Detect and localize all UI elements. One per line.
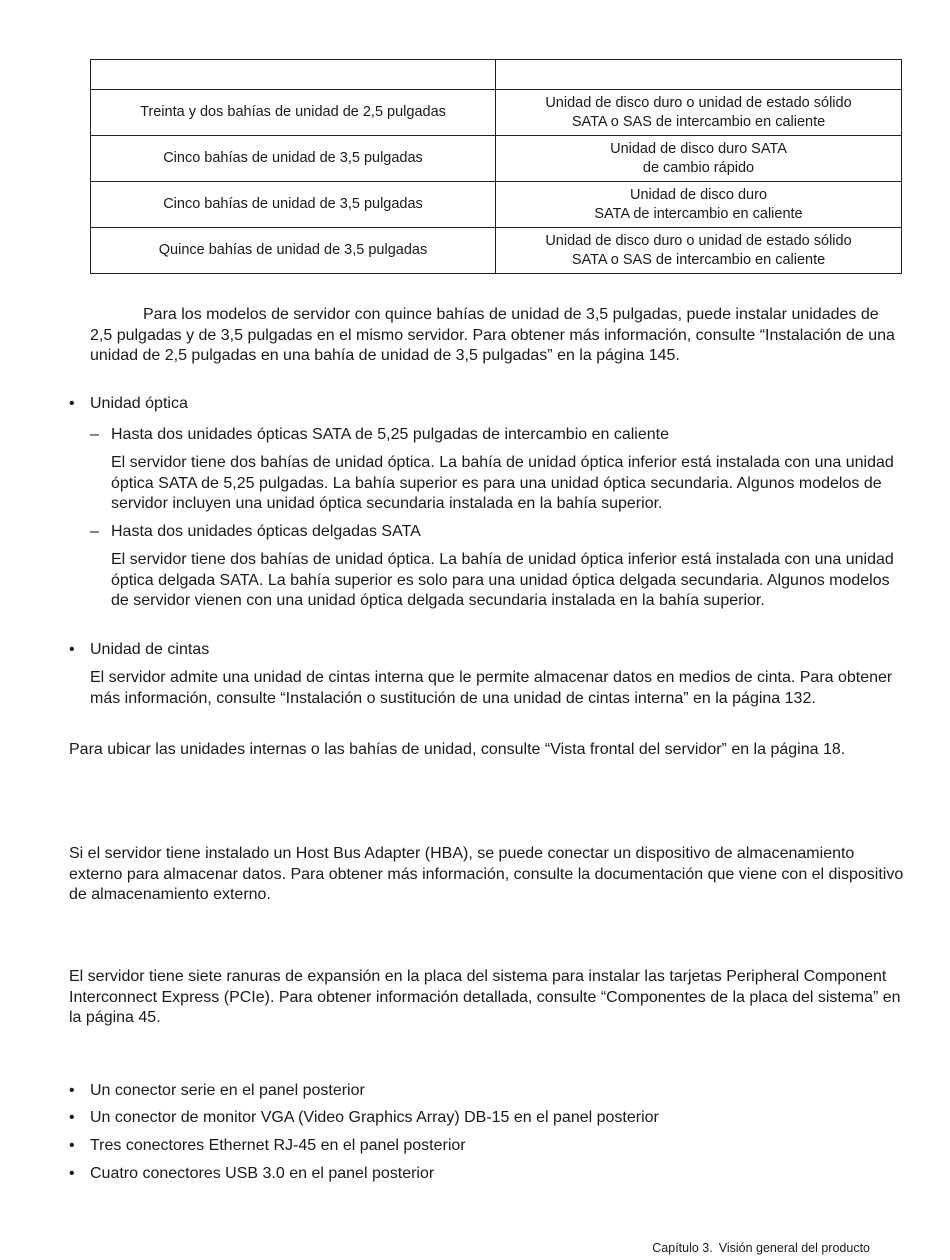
- locate-drives-paragraph: Para ubicar las unidades internas o las bahías de unidad, consulte “Vista frontal del servidor” en la página 18.: [69, 741, 846, 758]
- drive-type-cell: [496, 136, 902, 182]
- table-row: [91, 90, 902, 136]
- table-header-cell: [91, 60, 496, 90]
- drive-type-cell: [496, 90, 902, 136]
- bay-count-cell: Cinco bahías de unidad de 3,5 pulgadas: [91, 136, 496, 182]
- optical-subitem-title: Hasta dos unidades ópticas SATA de 5,25 pulgadas de intercambio en caliente: [111, 426, 669, 443]
- drive-type-line: Unidad de disco duro o unidad de estado sólido: [545, 94, 852, 111]
- bullet-marker: •: [69, 1137, 75, 1154]
- drive-type-line: de cambio rápido: [642, 159, 755, 176]
- connector-text: Un conector serie en el panel posterior: [90, 1082, 365, 1099]
- table-header-cell: [496, 60, 902, 90]
- bullet-marker: •: [69, 395, 75, 412]
- table-row: [91, 136, 902, 182]
- drive-type-line: Unidad de disco duro: [629, 186, 768, 203]
- optical-subitem-title: Hasta dos unidades ópticas delgadas SATA: [111, 523, 421, 540]
- bullet-marker: •: [69, 1165, 75, 1182]
- optical-drive-label: Unidad óptica: [90, 395, 188, 412]
- table-row: [91, 228, 902, 274]
- dash-marker: –: [90, 426, 99, 443]
- bay-count-cell: Cinco bahías de unidad de 3,5 pulgadas: [91, 182, 496, 228]
- connector-text: Tres conectores Ethernet RJ-45 en el panel posterior: [90, 1137, 466, 1154]
- page-footer: [652, 1241, 870, 1255]
- external-storage-paragraph: Si el servidor tiene instalado un Host Bus Adapter (HBA), se puede conectar un dispositivo de almacenamiento externo para almacenar datos. Para obtener más información, consulte la documentación que viene con el dispositivo de almacenamiento externo.: [69, 845, 904, 904]
- connector-text: Un conector de monitor VGA (Video Graphics Array) DB-15 en el panel posterior: [90, 1109, 659, 1126]
- drive-type-cell: [496, 228, 902, 274]
- tape-drive-body: El servidor admite una unidad de cintas interna que le permite almacenar datos en medios de cinta. Para obtener más información, consulte “Instalación o sustitución de una unidad de cintas interna” en la página 132.: [90, 669, 893, 707]
- drive-type-line: Unidad de disco duro SATA: [610, 140, 787, 157]
- drive-type-line: SATA o SAS de intercambio en caliente: [571, 251, 826, 268]
- footer-title: Visión general del producto: [718, 1241, 870, 1255]
- bay-count-cell: Treinta y dos bahías de unidad de 2,5 pulgadas: [91, 90, 496, 136]
- drive-type-line: SATA de intercambio en caliente: [594, 205, 803, 222]
- table-header-row: [91, 60, 902, 90]
- footer-chapter: Capítulo 3.: [652, 1241, 713, 1255]
- drive-bay-table: [90, 59, 902, 274]
- drive-type-line: SATA o SAS de intercambio en caliente: [571, 113, 826, 130]
- bullet-marker: •: [69, 1082, 75, 1099]
- fifteen-bay-note: Para los modelos de servidor con quince bahías de unidad de 3,5 pulgadas, puede instalar unidades de 2,5 pulgadas y de 3,5 pulgadas en el mismo servidor. Para obtener más información, consulte “Instalación de una unidad de 2,5 pulgadas en una bahía de unidad de 3,5 pulgadas” en la página 145.: [90, 306, 895, 365]
- connector-text: Cuatro conectores USB 3.0 en el panel posterior: [90, 1165, 435, 1182]
- dash-marker: –: [90, 523, 99, 540]
- drive-type-line: Unidad de disco duro o unidad de estado sólido: [545, 232, 852, 249]
- table-row: [91, 182, 902, 228]
- drive-type-cell: [496, 182, 902, 228]
- bullet-marker: •: [69, 641, 75, 658]
- tape-drive-label: Unidad de cintas: [90, 641, 210, 658]
- expansion-slots-paragraph: El servidor tiene siete ranuras de expansión en la placa del sistema para instalar las tarjetas Peripheral Component Interconnect Express (PCIe). Para obtener información detallada, consulte “Componentes de la placa del sistema” en la página 45.: [69, 968, 901, 1027]
- optical-subitem-body: El servidor tiene dos bahías de unidad óptica. La bahía de unidad óptica inferior está instalada con una unidad óptica SATA de 5,25 pulgadas. La bahía superior es para una unidad óptica secundaria. Algunos modelos de servidor incluyen una unidad óptica secundaria instalada en la bahía superior.: [111, 454, 894, 513]
- optical-subitem-body: El servidor tiene dos bahías de unidad óptica. La bahía de unidad óptica inferior está instalada con una unidad óptica delgada SATA. La bahía superior es solo para una unidad óptica delgada secundaria. Algunos modelos de servidor vienen con una unidad óptica delgada secundaria instalada en la bahía superior.: [111, 551, 894, 610]
- bullet-marker: •: [69, 1109, 75, 1126]
- bay-count-cell: Quince bahías de unidad de 3,5 pulgadas: [91, 228, 496, 274]
